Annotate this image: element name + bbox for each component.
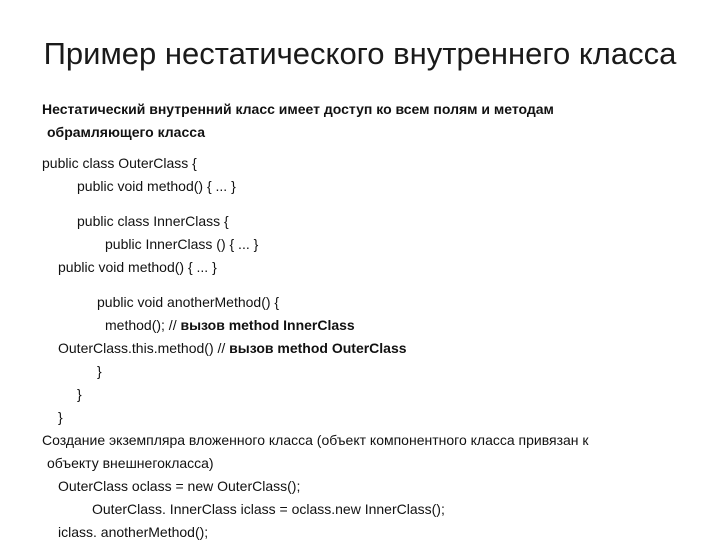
code-line [42,314,702,337]
slide-body [42,98,702,544]
code-line [42,337,702,360]
code-line: public class OuterClass { [42,155,197,171]
slide-title: Пример нестатического внутреннего класса [43,36,677,71]
code-line: } [58,409,63,425]
code-comment: вызов method InnerClass [180,317,355,333]
creation-text-line1: Создание экземпляра вложенного класса (объект компонентного класса привязан к [42,432,589,448]
code-line: } [97,363,102,379]
creation-code-line: iclass. anotherMethod(); [58,524,209,540]
creation-text-line2: объекту внешнегокласса) [47,455,214,471]
code-line: public void anotherMethod() { [97,294,280,310]
creation-code-line: OuterClass. InnerClass iclass = oclass.new InnerClass(); [92,501,445,517]
code-text: OuterClass.this.method() // [58,340,230,356]
code-text: method(); // [105,317,181,333]
code-line: public void method() { ... } [77,178,236,194]
intro-text-line2: обрамляющего класса [47,124,205,140]
code-comment: вызов method OuterClass [229,340,407,356]
code-line: public InnerClass () { ... } [105,236,259,252]
code-line: } [77,386,82,402]
code-line: public void method() { ... } [58,259,217,275]
creation-code-line: OuterClass oclass = new OuterClass(); [58,478,301,494]
intro-text-line1: Нестатический внутренний класс имеет доступ ко всем полям и методам [42,101,554,117]
code-line: public class InnerClass { [77,213,229,229]
